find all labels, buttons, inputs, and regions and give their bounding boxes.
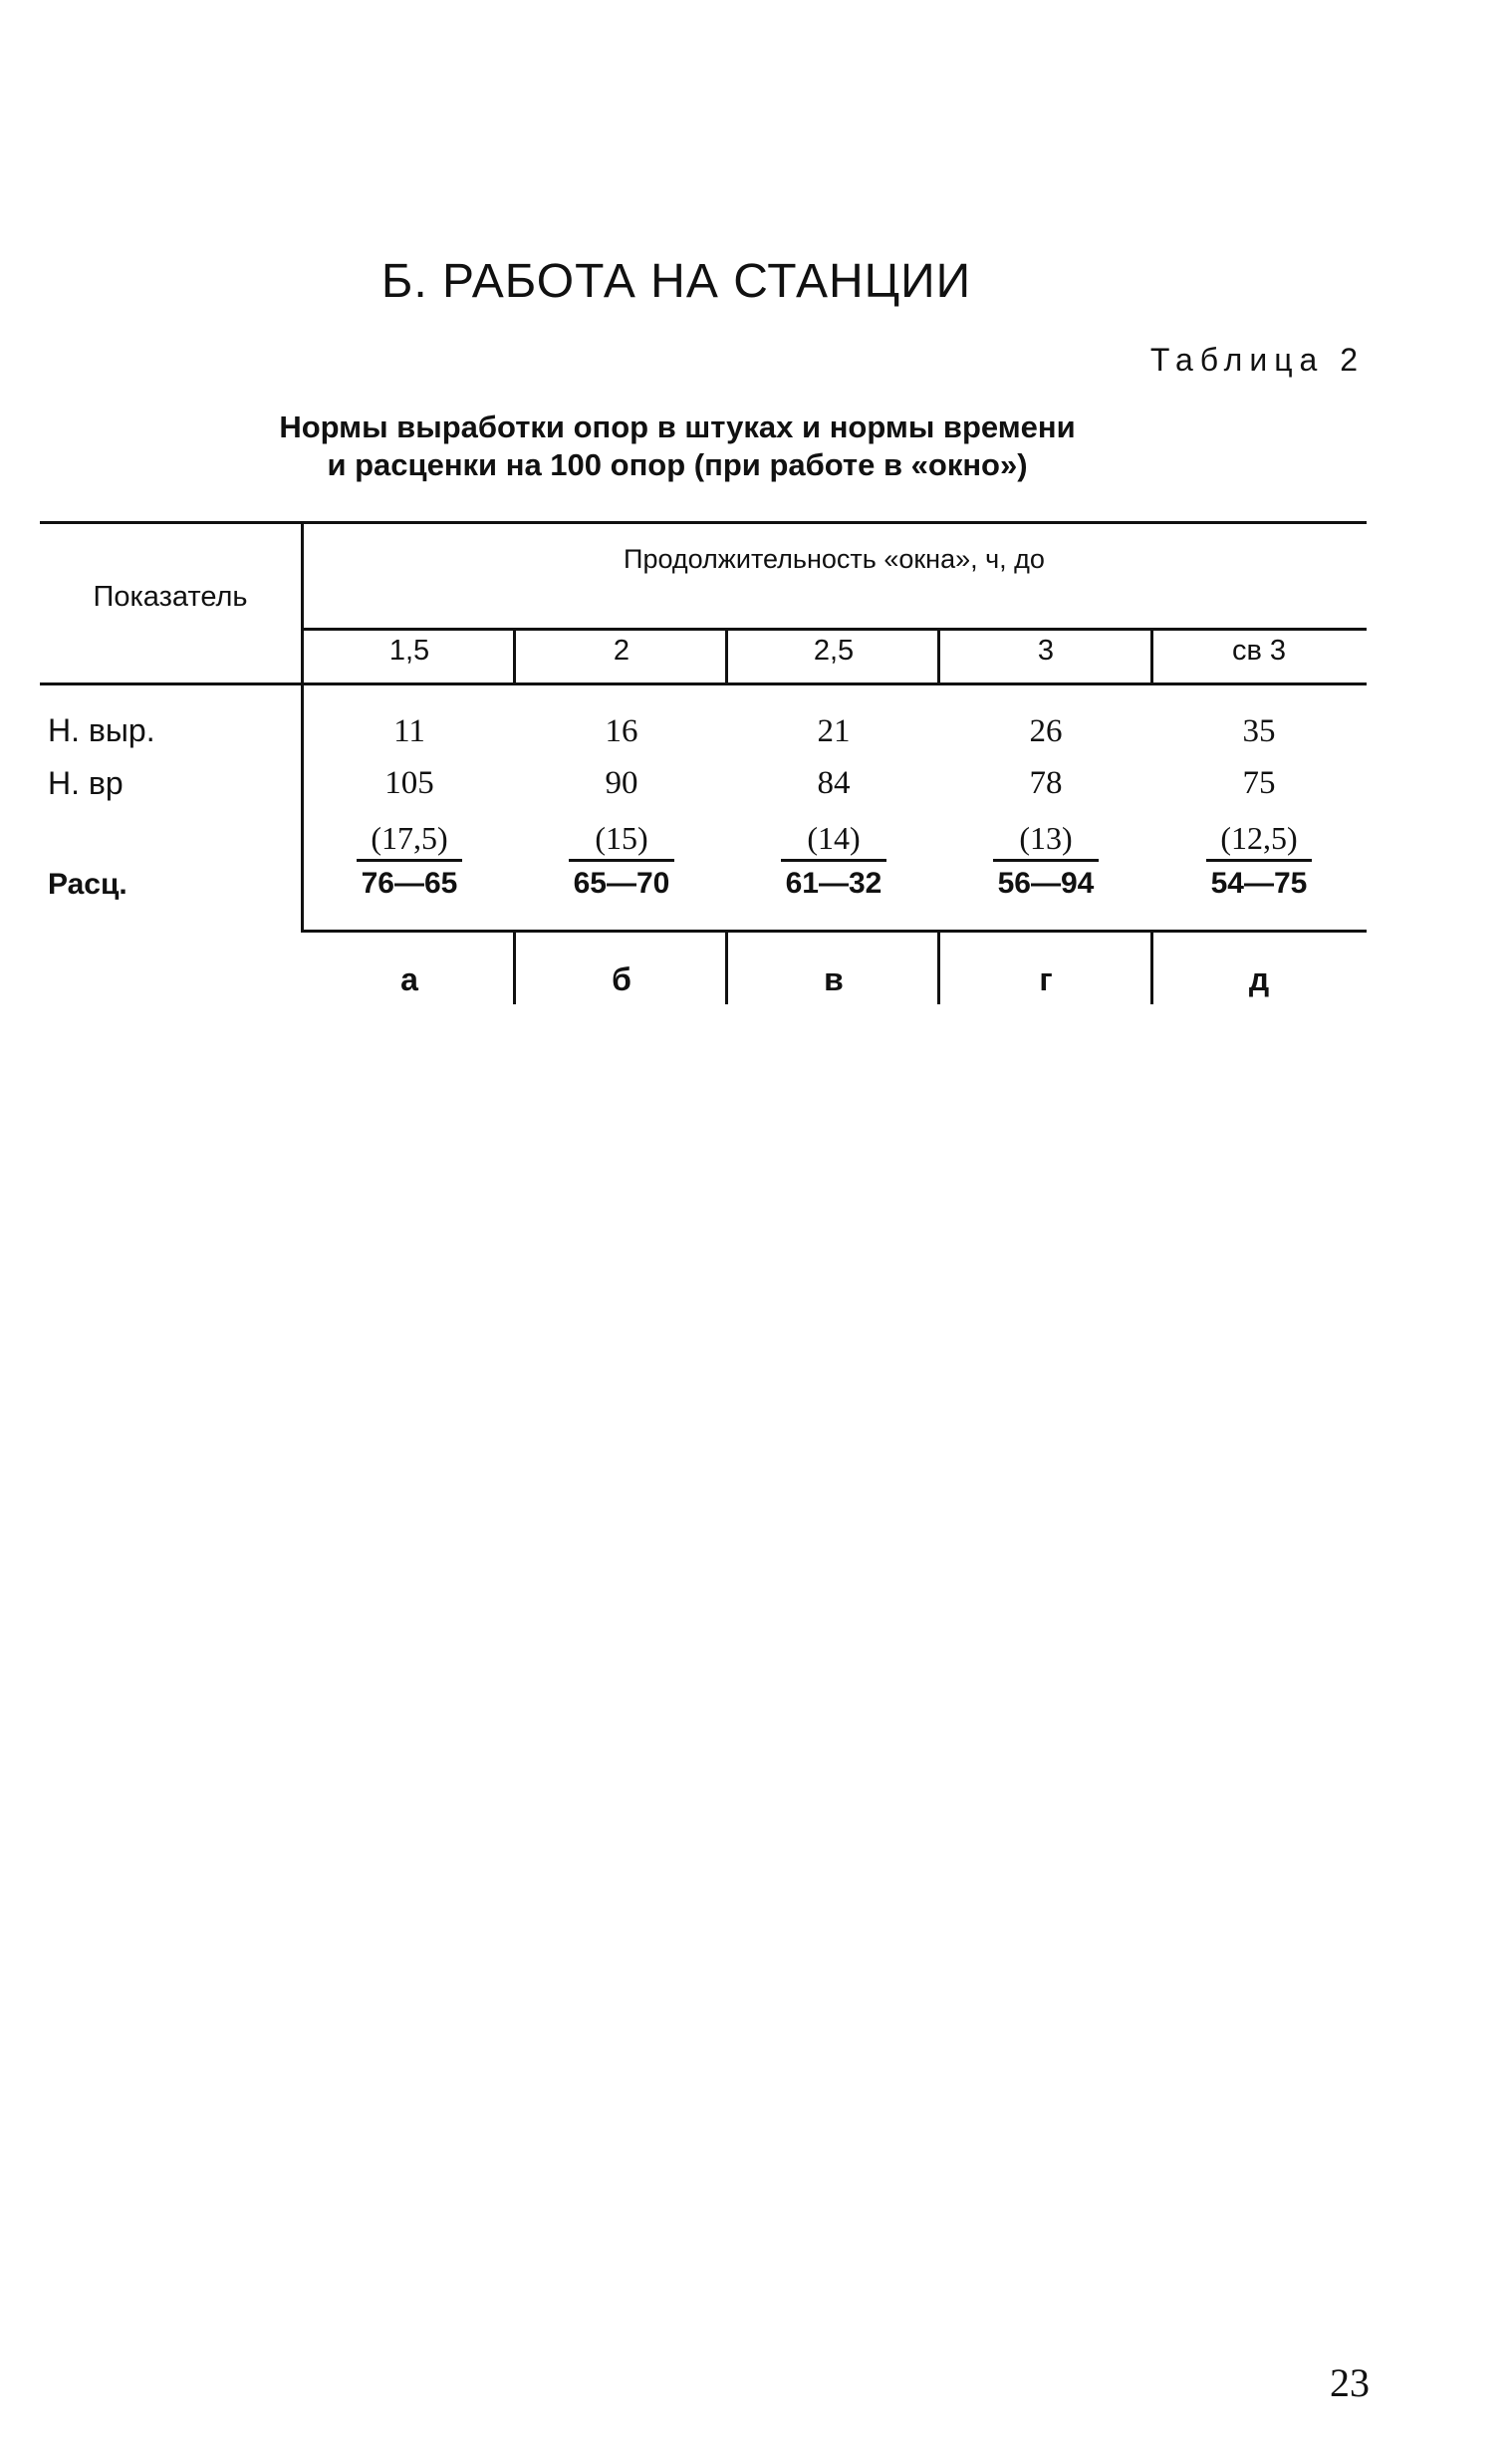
table-cell: 65—70 xyxy=(573,867,670,900)
table-cell: 35 xyxy=(1242,713,1276,749)
table-cell: 26 xyxy=(1029,713,1063,749)
table-caption xyxy=(229,409,1126,484)
table-cell: 76—65 xyxy=(361,867,458,900)
table-cell: 56—94 xyxy=(997,867,1095,900)
table-cell-parenthesized: (17,5) xyxy=(371,820,448,856)
table-cell: 75 xyxy=(1242,765,1276,801)
header-bottom-rule xyxy=(40,682,1367,685)
column-header: св 3 xyxy=(1231,635,1287,667)
table-cell-parenthesized: (15) xyxy=(595,820,648,856)
row-label-n-vyr: Н. выр. xyxy=(48,712,155,748)
table-cell: 16 xyxy=(605,713,638,749)
table-cell: 21 xyxy=(817,713,851,749)
column-letter: г xyxy=(1039,961,1053,997)
fraction-bar xyxy=(569,859,674,862)
column-header: 2 xyxy=(613,635,630,667)
fraction-bar xyxy=(781,859,886,862)
table-cell: 84 xyxy=(817,765,851,801)
column-header: 3 xyxy=(1037,635,1055,667)
indicator-header: Показатель xyxy=(93,581,248,613)
table-bottom-rule xyxy=(302,930,1367,933)
column-header: 2,5 xyxy=(813,635,855,667)
table-cell: 90 xyxy=(605,765,638,801)
caption-line: Нормы выработки опор в штуках и нормы времени xyxy=(279,409,1076,444)
table-cell: 11 xyxy=(393,713,425,749)
section-heading: Б. РАБОТА НА СТАНЦИИ xyxy=(380,255,972,308)
table-cell: 78 xyxy=(1029,765,1063,801)
row-label-rasc: Расц. xyxy=(48,868,127,901)
column-header: 1,5 xyxy=(388,635,430,667)
fraction-bar xyxy=(357,859,462,862)
table-label: Таблица 2 xyxy=(1149,342,1365,378)
fraction-bar xyxy=(1206,859,1312,862)
column-letter: а xyxy=(400,961,418,997)
caption-line: и расценки на 100 опор (при работе в «окно») xyxy=(327,447,1028,482)
column-letter: в xyxy=(824,961,844,997)
table-cell: 105 xyxy=(384,765,434,801)
column-letter: д xyxy=(1248,961,1270,997)
row-label-n-vr: Н. вр xyxy=(48,765,124,801)
table-cell: 54—75 xyxy=(1210,867,1308,900)
page-number: 23 xyxy=(1330,2360,1370,2405)
header-sub-rule xyxy=(302,628,1367,631)
table-cell-parenthesized: (13) xyxy=(1019,820,1073,856)
duration-header: Продолжительность «окна», ч, до xyxy=(624,544,1045,574)
table-cell-parenthesized: (12,5) xyxy=(1220,820,1298,856)
fraction-bar xyxy=(993,859,1099,862)
column-letter: б xyxy=(612,961,631,997)
table-top-rule xyxy=(40,521,1367,524)
table-cell: 61—32 xyxy=(785,867,882,900)
table-cell-parenthesized: (14) xyxy=(807,820,861,856)
